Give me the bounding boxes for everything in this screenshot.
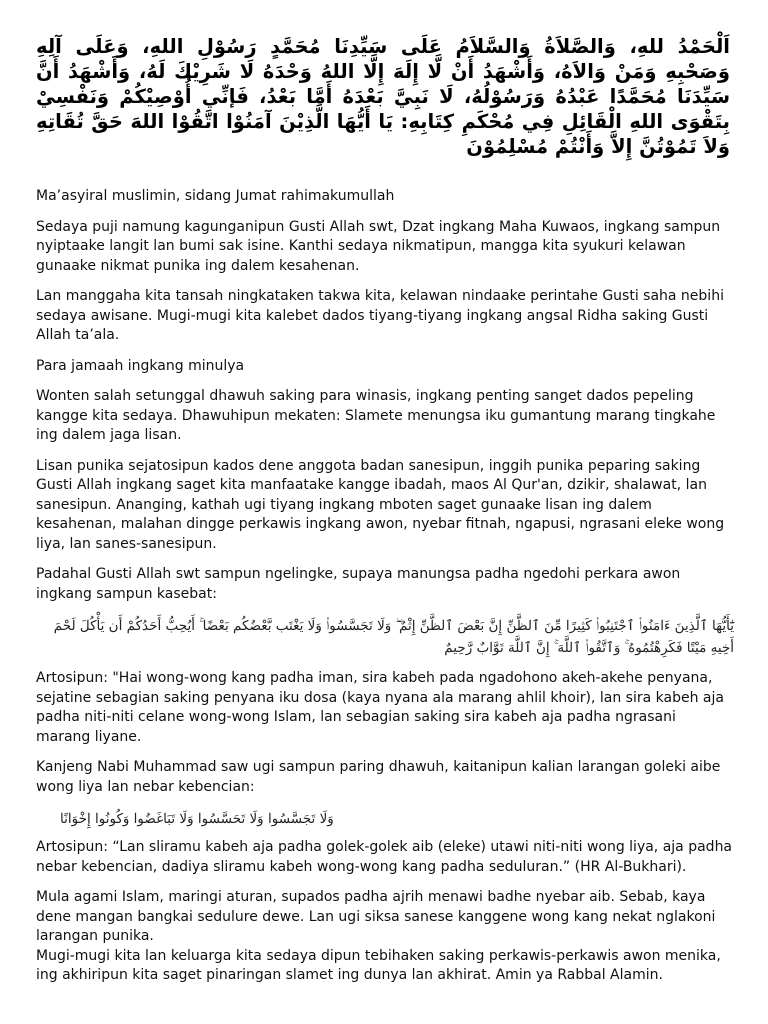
paragraph-closing: Mugi-mugi kita lan keluarga kita sedaya dipun tebihaken saking perkawis-perkawis awon menika, ing akhiripun kita saget pinaringan slamet ing dunya lan akhirat. Amin ya Rabbal Alamin.	[36, 947, 721, 983]
arabic-opening: اَلْحَمْدُ للهِ، وَالصَّلاَةُ وَالسَّلاَمُ عَلَى سَيِّدِنَا مُحَمَّدٍ رَسُوْلِ اللهِ، وَعَلَى آلِهِ وَصَحْبِهِ وَمَنْ وَالاَهُ، وَأَشْهَدُ أَنْ لَّا إِلَهَ إِلَّا اللهُ وَحْدَهُ لَا شَرِيْكَ لَهُ، وَأَشْهَدُ أَنَّ سَيِّدَنَا مُحَمَّدًا عَبْدُهُ وَرَسُوْلُهُ، لَا نَبِيَّ بَعْدَهُ أَمَّا بَعْدُ، فَإنِّي أُوْصِيْكُمْ وَنَفْسِيْ بِتَقْوَى اللهِ الْقَائِلِ فِي مُحْكَمِ كِتَابِهِ: يَا أَيُّهَا الَّذِيْنَ آمَنُوْا اتَّقُوْا اللهَ حَقَّ تُقَاتِهِ وَلاَ تَمُوْتُنَّ إِلاَّ وَأَنْتُمْ مُسْلِمُوْنَ	[36, 35, 730, 158]
paragraph-padahal: Padahal Gusti Allah swt sampun ngelingke, supaya manungsa padha ngedohi perkara awon ingkang sampun kasebat:	[36, 566, 681, 602]
opening-salutation: Ma’asyiral muslimin, sidang Jumat rahimakumullah	[36, 188, 395, 204]
hadith-arabic: وَلَا تَجَسَّسُوا وَلَا تَحَسَّسُوا وَلَا تَبَاغَضُوا وَكُونُوا إِخْوَانًا	[60, 811, 334, 827]
paragraph-lisan: Lisan punika sejatosipun kados dene anggota badan sanesipun, inggih punika peparing saking Gusti Allah ingkang saget kita manfaatake kangge ibadah, maos Al Qur'an, dzikir, shalawat, lan sanesipun. Ananging, kathah ugi tiyang ingkang mboten saget gunaake lisan ing dalem kesahenan, malahan dingge perkawis ingkang awon, nyebar fitnah, ngapusi, ngrasani eleke wong liya, lan sanes-sanesipun.	[36, 457, 725, 552]
paragraph-takwa: Lan manggaha kita tansah ningkataken takwa kita, kelawan nindaake perintahe Gusti saha nebihi sedaya awisane. Mugi-mugi kita kalebet dados tiyang-tiyang ingkang angsal Ridha saking Gusti Allah ta’ala.	[36, 288, 724, 343]
paragraph-praise: Sedaya puji namung kagunganipun Gusti Allah swt, Dzat ingkang Maha Kuwaos, ingkang sampun nyiptaake langit lan bumi sak isine. Kanthi sedaya nikmatipun, mangga kita syukuri kelawan gunaake nikmat punika ing dalem kesahenan.	[36, 218, 721, 274]
paragraph-nabi: Kanjeng Nabi Muhammad saw ugi sampun paring dhawuh, kaitanipun kalian larangan goleki aibe wong liya lan nebar kebencian:	[36, 759, 721, 795]
quran-verse-arabic: يَٰٓأَيُّهَا ٱلَّذِينَ ءَامَنُوا۟ ٱجْتَنِبُوا۟ كَثِيرًا مِّنَ ٱلظَّنِّ إِنَّ بَعْضَ ٱلظَّنِّ إِثْمٌ ۖ وَلَا تَجَسَّسُوا۟ وَلَا يَغْتَب بَّعْضُكُم بَعْضًا ۚ أَيُحِبُّ أَحَدُكُمْ أَن يَأْكُلَ لَحْمَ أَخِيهِ مَيْتًا فَكَرِهْتُمُوهُ ۚ وَٱتَّقُوا۟ ٱللَّهَ ۚ إِنَّ ٱللَّهَ تَوَّابٌ رَّحِيمٌ	[53, 618, 734, 656]
paragraph-artosipun-hadith: Artosipun: “Lan sliramu kabeh aja padha golek-golek aib (eleke) utawi niti-niti wong liya, aja padha nebar kebencian, dadiya sliramu kabeh wong-wong kang padha seduluran.” (HR Al-Bukhari).	[36, 839, 733, 875]
paragraph-dhawuh: Wonten salah setunggal dhawuh saking para winasis, ingkang penting sanget dados pepeling kangge kita sedaya. Dhawuhipun mekaten: Slamete menungsa iku gumantung marang tingkahe ing dalem jaga lisan.	[36, 388, 716, 443]
document-body	[36, 187, 734, 986]
address-jamaah: Para jamaah ingkang minulya	[36, 357, 245, 374]
paragraph-artosipun-verse: Artosipun: "Hai wong-wong kang padha iman, sira kabeh pada ngadohono akeh-akehe penyana, sejatine sebagian saking penyana iku dosa (kaya nyana ala marang ahlil khoir), lan sira kabeh aja padha niti-niti celane wong-wong Islam, lan sebagian saking sira kabeh aja padha ngrasani marang liyane.	[36, 670, 724, 745]
paragraph-mula: Mula agami Islam, maringi aturan, supados padha ajrih menawi badhe nyebar aib. Sebab, kaya dene mangan bangkai sedulure dewe. Lan ugi siksa sanese kanggene wong kang nekat nglakoni larangan punika.	[36, 889, 716, 944]
